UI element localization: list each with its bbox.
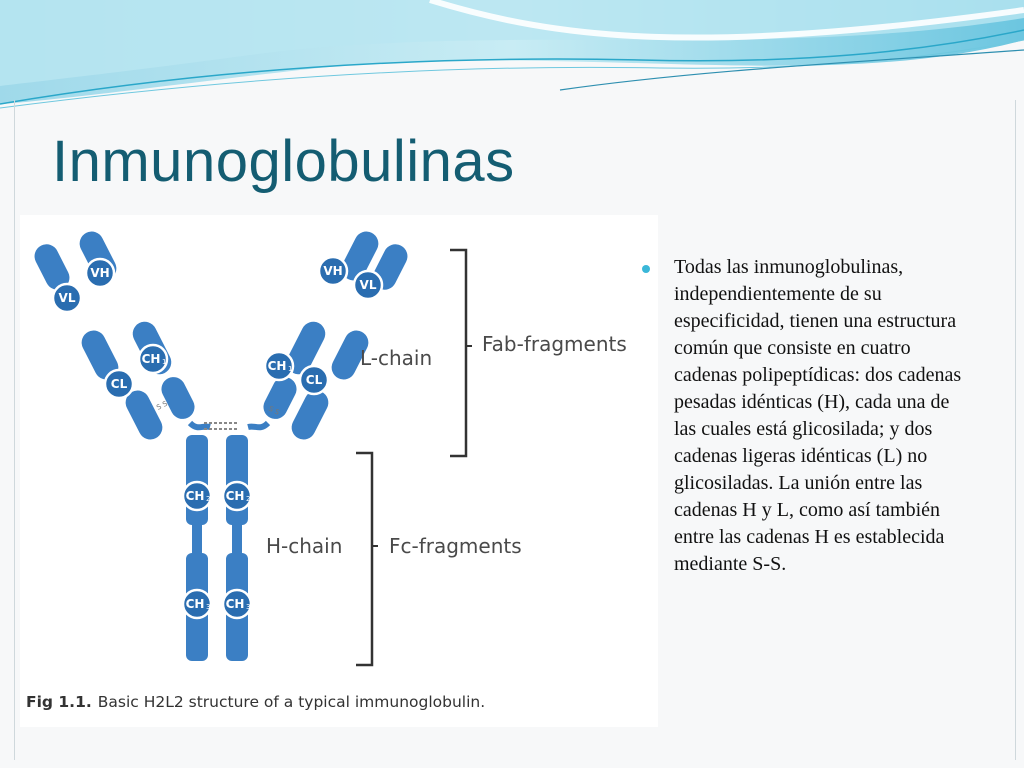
- fc-bracket: [356, 453, 372, 665]
- svg-text:CH: CH: [225, 597, 245, 611]
- svg-text:2: 2: [246, 495, 251, 503]
- svg-text:CH: CH: [225, 489, 245, 503]
- svg-text:3: 3: [246, 603, 251, 611]
- fc-stems: [186, 435, 251, 661]
- domain-ch1-right: [265, 352, 293, 380]
- svg-text:VL: VL: [58, 291, 76, 305]
- svg-text:CL: CL: [110, 377, 128, 391]
- bullet-item: Todas las inmunoglobulinas, independientemente de su especificidad, tienen una estructura común que consiste en cuatro cadenas polipeptídicas: dos cadenas pesadas idénticas (H), cada una de las cuales está glicosilada; y dos cadenas ligeras idénticas (L) no glicosiladas. La unión entre las cadenas H y L, como así también entre las cadenas H es establecida mediante S-S.: [674, 256, 962, 575]
- svg-text:CL: CL: [305, 373, 323, 387]
- svg-text:CH: CH: [267, 359, 287, 373]
- antibody-diagram: [20, 215, 658, 727]
- svg-text:VH: VH: [90, 266, 110, 280]
- domain-ch3-left: [183, 590, 211, 618]
- domain-ch1-left: [139, 345, 167, 373]
- svg-text:VH: VH: [323, 264, 343, 278]
- svg-text:1: 1: [162, 358, 167, 366]
- svg-text:1: 1: [288, 365, 293, 373]
- figure-caption: Fig 1.1. Basic H2L2 structure of a typical immunoglobulin.: [26, 693, 486, 711]
- domain-ch3-right: [223, 590, 251, 618]
- antibody-figure: [20, 215, 658, 727]
- fab-bracket: [450, 250, 466, 456]
- l-chain-label: L-chain: [360, 346, 433, 370]
- domain-ch2-left: [183, 482, 211, 510]
- h-chain-label: H-chain: [266, 534, 343, 558]
- domain-vh-right: [319, 257, 347, 285]
- disulfide-label-right: S S: [267, 404, 281, 417]
- svg-text:CH: CH: [141, 352, 161, 366]
- domain-vl-right: [354, 271, 382, 299]
- domain-vh-left: [86, 259, 114, 287]
- domain-ch2-right: [223, 482, 251, 510]
- fab-fragments-label: Fab-fragments: [482, 332, 627, 356]
- fc-fragments-label: Fc-fragments: [389, 534, 522, 558]
- slide-title: Inmunoglobulinas: [52, 129, 515, 194]
- domain-cl-right: [300, 366, 328, 394]
- domain-cl-left: [105, 370, 133, 398]
- domain-vl-left: [53, 284, 81, 312]
- svg-text:2: 2: [206, 495, 211, 503]
- svg-text:VL: VL: [359, 278, 377, 292]
- bullet-marker-icon: [642, 265, 650, 273]
- disulfide-label-left: S S: [155, 399, 169, 412]
- svg-text:3: 3: [206, 603, 211, 611]
- svg-text:CH: CH: [185, 489, 205, 503]
- svg-text:CH: CH: [185, 597, 205, 611]
